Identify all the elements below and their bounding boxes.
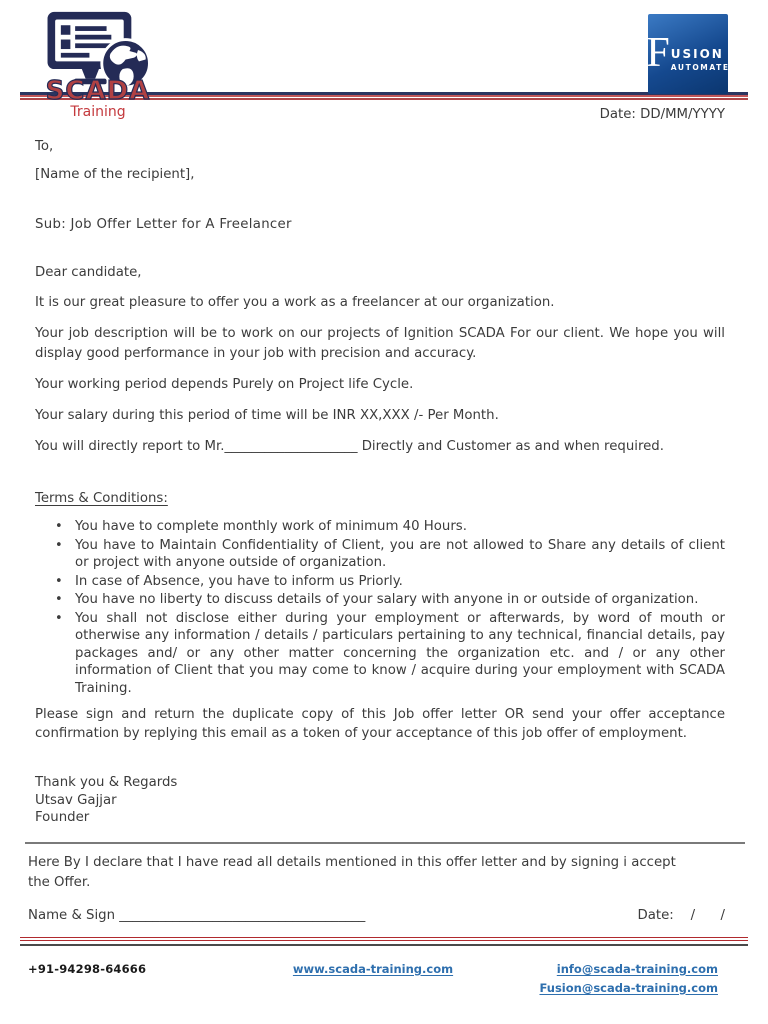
terms-list xyxy=(35,518,725,697)
salutation: Dear candidate, xyxy=(35,264,142,280)
declaration-section xyxy=(0,853,768,926)
letter-body xyxy=(0,105,768,827)
fusion-logo-text xyxy=(646,30,730,77)
signoff-name: Utsav Gajjar xyxy=(35,792,117,808)
term-item-absence: • In case of Absence, you have to inform us Priorly. xyxy=(73,573,725,591)
footer-phone-col xyxy=(28,962,258,976)
fusion-automate-logo xyxy=(648,14,728,94)
scada-wordmark: SCADA xyxy=(45,76,151,106)
website-link[interactable]: www.scada-training.com xyxy=(292,961,454,976)
declaration-date-field xyxy=(637,906,725,926)
phone-number: +91-94298-64666 xyxy=(28,961,147,976)
declaration-text: Here By I declare that I have read all details mentioned in this offer letter and by signing i accept the Offer. xyxy=(28,854,676,890)
term-item-salary-discussion: • You have no liberty to discuss details of your salary with anyone in or outside of organization. xyxy=(73,591,725,609)
name-sign-row xyxy=(28,906,725,926)
fusion-automate-label: AUTOMATE xyxy=(670,63,730,73)
footer xyxy=(0,946,768,995)
declaration-divider xyxy=(25,842,745,844)
fusion-word-rest: USION xyxy=(670,47,724,62)
paragraph-reporting: You will directly report to Mr.____________________ Directly and Customer as and when required. xyxy=(35,439,664,455)
footer-email-col xyxy=(488,962,718,995)
fusion-initial: F xyxy=(646,30,670,77)
term-item-hours: • You have to complete monthly work of minimum 40 Hours. xyxy=(73,518,725,536)
signoff-block xyxy=(35,774,725,827)
declaration-date-blank: / / xyxy=(677,907,725,923)
date-value: DD/MM/YYYY xyxy=(640,106,725,122)
terms-heading: Terms & Conditions: xyxy=(35,491,168,507)
paragraph-job-description: Your job description will be to work on our projects of Ignition SCADA For our client. We hope you will display good performance in your job with precision and accuracy. xyxy=(35,326,725,362)
closing-paragraph: Please sign and return the duplicate copy of this Job offer letter OR send your offer acceptance confirmation by replying this email as a token of your acceptance of this job offer of employment. xyxy=(35,707,725,742)
email-info-link[interactable]: info@scada-training.com xyxy=(556,961,718,976)
paragraph-working-period: Your working period depends Purely on Project life Cycle. xyxy=(35,377,414,393)
signoff-title: Founder xyxy=(35,810,90,826)
term-item-confidentiality: • You have to Maintain Confidentiality of Client, you are not allowed to Share any details of client or project with anyone outside of organization. xyxy=(73,537,725,572)
subject-line: Sub: Job Offer Letter for A Freelancer xyxy=(35,216,292,232)
recipient-placeholder: [Name of the recipient], xyxy=(35,166,195,182)
scada-training-logo xyxy=(33,10,163,120)
name-sign-label: Name & Sign xyxy=(28,907,116,923)
signoff-thanks: Thank you & Regards xyxy=(35,775,178,791)
to-line: To, xyxy=(35,138,54,154)
signature-blank: _____________________________________ xyxy=(119,907,366,923)
footer-divider xyxy=(20,937,748,946)
term-item-nondisclosure: • You shall not disclose either during your employment or afterwards, by word of mouth or otherwise any information / details / particulars pertaining to any technical, financial details, pay packages and/ or any other matter concerning the organization etc. and / or any other information of Client that you may come to know / acquire during your employment with SCADA Training. xyxy=(73,610,725,698)
date-label: Date: xyxy=(599,106,636,122)
declaration-date-label: Date: xyxy=(637,907,674,923)
scada-training-label: Training xyxy=(70,104,126,120)
name-sign-field xyxy=(28,906,365,926)
footer-website-col xyxy=(258,962,488,976)
email-fusion-link[interactable]: Fusion@scada-training.com xyxy=(539,980,718,995)
paragraph-salary: Your salary during this period of time will be INR XX,XXX /- Per Month. xyxy=(35,408,499,424)
paragraph-pleasure: It is our great pleasure to offer you a work as a freelancer at our organization. xyxy=(35,295,555,311)
